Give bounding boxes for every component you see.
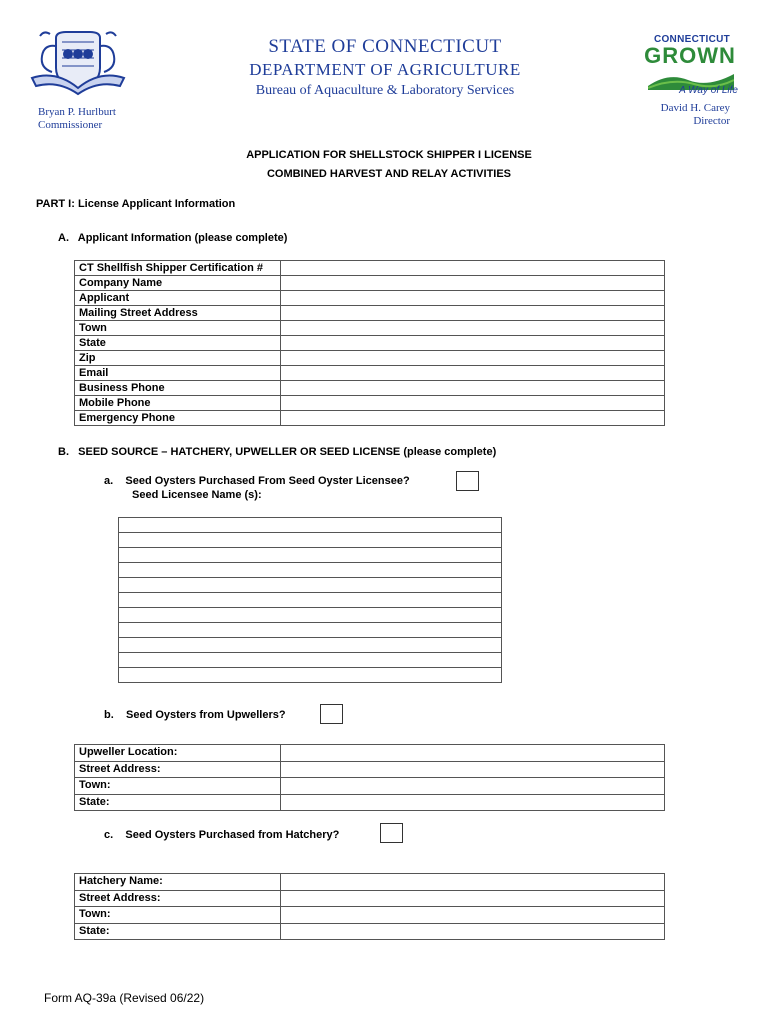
field-label: Emergency Phone <box>75 411 281 426</box>
seed-licensee-name-input[interactable] <box>119 533 502 548</box>
field-input[interactable] <box>281 291 665 306</box>
hatchery-checkbox[interactable] <box>380 823 403 843</box>
seed-licensee-checkbox[interactable] <box>456 471 479 491</box>
seed-licensee-name-row <box>119 548 502 563</box>
field-input[interactable] <box>281 907 665 924</box>
seed-licensee-name-row <box>119 533 502 548</box>
logo-top-text: CONNECTICUT <box>653 34 731 45</box>
header-bureau: Bureau of Aquaculture & Laboratory Services <box>255 83 515 98</box>
upweller-field-row <box>75 794 665 811</box>
seed-licensee-names-label: Seed Licensee Name (s): <box>132 489 262 501</box>
seed-licensee-name-input[interactable] <box>119 623 502 638</box>
hatchery-question: c. Seed Oysters Purchased from Hatchery? <box>104 829 340 841</box>
field-label: Street Address: <box>75 761 281 778</box>
applicant-field-row <box>75 306 665 321</box>
applicant-info-table <box>74 260 665 426</box>
field-label: Mobile Phone <box>75 396 281 411</box>
seed-licensee-name-row <box>119 623 502 638</box>
field-input[interactable] <box>281 890 665 907</box>
seed-licensee-name-input[interactable] <box>119 593 502 608</box>
seed-licensee-name-row <box>119 563 502 578</box>
sectionB-heading: B. SEED SOURCE – HATCHERY, UPWELLER OR SEED LICENSE (please complete) <box>58 446 497 458</box>
form-title-line1: APPLICATION FOR SHELLSTOCK SHIPPER I LICENSE <box>246 149 532 161</box>
seed-licensee-name-input[interactable] <box>119 608 502 623</box>
director-title: Director <box>693 115 730 127</box>
hatchery-field-row <box>75 890 665 907</box>
field-label: Zip <box>75 351 281 366</box>
field-input[interactable] <box>281 306 665 321</box>
seed-licensee-names-table <box>118 517 502 683</box>
field-input[interactable] <box>281 366 665 381</box>
commissioner-block <box>38 106 116 132</box>
field-label: Mailing Street Address <box>75 306 281 321</box>
upweller-field-row <box>75 778 665 795</box>
field-label: Town <box>75 321 281 336</box>
applicant-field-row <box>75 411 665 426</box>
seed-licensee-name-row <box>119 518 502 533</box>
field-label: Street Address: <box>75 890 281 907</box>
hatchery-field-row <box>75 874 665 891</box>
seed-licensee-name-input[interactable] <box>119 518 502 533</box>
field-label: Company Name <box>75 276 281 291</box>
ct-grown-logo <box>642 34 738 98</box>
applicant-field-row <box>75 291 665 306</box>
director-name: David H. Carey <box>660 102 730 114</box>
header-state: STATE OF CONNECTICUT <box>268 36 502 57</box>
applicant-field-row <box>75 276 665 291</box>
seed-licensee-name-row <box>119 578 502 593</box>
field-input[interactable] <box>281 923 665 940</box>
applicant-field-row <box>75 336 665 351</box>
seed-licensee-name-input[interactable] <box>119 638 502 653</box>
field-label: State: <box>75 794 281 811</box>
seed-licensee-name-input[interactable] <box>119 578 502 593</box>
upweller-field-row <box>75 745 665 762</box>
field-input[interactable] <box>281 745 665 762</box>
field-input[interactable] <box>281 261 665 276</box>
field-input[interactable] <box>281 336 665 351</box>
field-label: Town: <box>75 907 281 924</box>
seed-licensee-name-row <box>119 668 502 683</box>
seed-licensee-name-row <box>119 593 502 608</box>
applicant-field-row <box>75 396 665 411</box>
field-input[interactable] <box>281 411 665 426</box>
applicant-field-row <box>75 351 665 366</box>
seed-licensee-name-input[interactable] <box>119 563 502 578</box>
logo-main-text: GROWN <box>644 43 736 68</box>
field-label: Applicant <box>75 291 281 306</box>
header-department: DEPARTMENT OF AGRICULTURE <box>249 60 521 79</box>
field-input[interactable] <box>281 276 665 291</box>
seed-licensee-name-input[interactable] <box>119 653 502 668</box>
field-label: Business Phone <box>75 381 281 396</box>
field-label: Hatchery Name: <box>75 874 281 891</box>
form-title-line2: COMBINED HARVEST AND RELAY ACTIVITIES <box>266 168 512 180</box>
upwellers-checkbox[interactable] <box>320 704 343 724</box>
form-footer: Form AQ-39a (Revised 06/22) <box>44 991 205 1005</box>
seed-licensee-name-row <box>119 608 502 623</box>
seed-licensee-question: a. Seed Oysters Purchased From Seed Oyster Licensee? <box>104 475 410 487</box>
field-label: State <box>75 336 281 351</box>
logo-tagline: A Way of Life <box>679 85 738 96</box>
seed-licensee-name-input[interactable] <box>119 668 502 683</box>
sectionA-heading: A. Applicant Information (please complete) <box>58 232 288 244</box>
field-input[interactable] <box>281 761 665 778</box>
hatchery-table <box>74 873 665 940</box>
field-input[interactable] <box>281 874 665 891</box>
field-input[interactable] <box>281 381 665 396</box>
applicant-field-row <box>75 321 665 336</box>
field-label: Email <box>75 366 281 381</box>
hatchery-field-row <box>75 923 665 940</box>
seed-licensee-name-row <box>119 638 502 653</box>
upweller-field-row <box>75 761 665 778</box>
field-label: Upweller Location: <box>75 745 281 762</box>
field-label: CT Shellfish Shipper Certification # <box>75 261 281 276</box>
applicant-field-row <box>75 366 665 381</box>
upweller-table <box>74 744 665 811</box>
field-input[interactable] <box>281 794 665 811</box>
director-block <box>620 102 730 128</box>
hatchery-field-row <box>75 907 665 924</box>
field-input[interactable] <box>281 396 665 411</box>
field-input[interactable] <box>281 351 665 366</box>
commissioner-title: Commissioner <box>38 119 103 131</box>
field-label: State: <box>75 923 281 940</box>
field-input[interactable] <box>281 321 665 336</box>
commissioner-name: Bryan P. Hurlburt <box>38 106 116 118</box>
upwellers-question: b. Seed Oysters from Upwellers? <box>104 709 286 721</box>
applicant-field-row <box>75 381 665 396</box>
part1-heading: PART I: License Applicant Information <box>36 198 236 210</box>
field-label: Town: <box>75 778 281 795</box>
seed-licensee-name-row <box>119 653 502 668</box>
seed-licensee-name-input[interactable] <box>119 548 502 563</box>
applicant-field-row <box>75 261 665 276</box>
field-input[interactable] <box>281 778 665 795</box>
